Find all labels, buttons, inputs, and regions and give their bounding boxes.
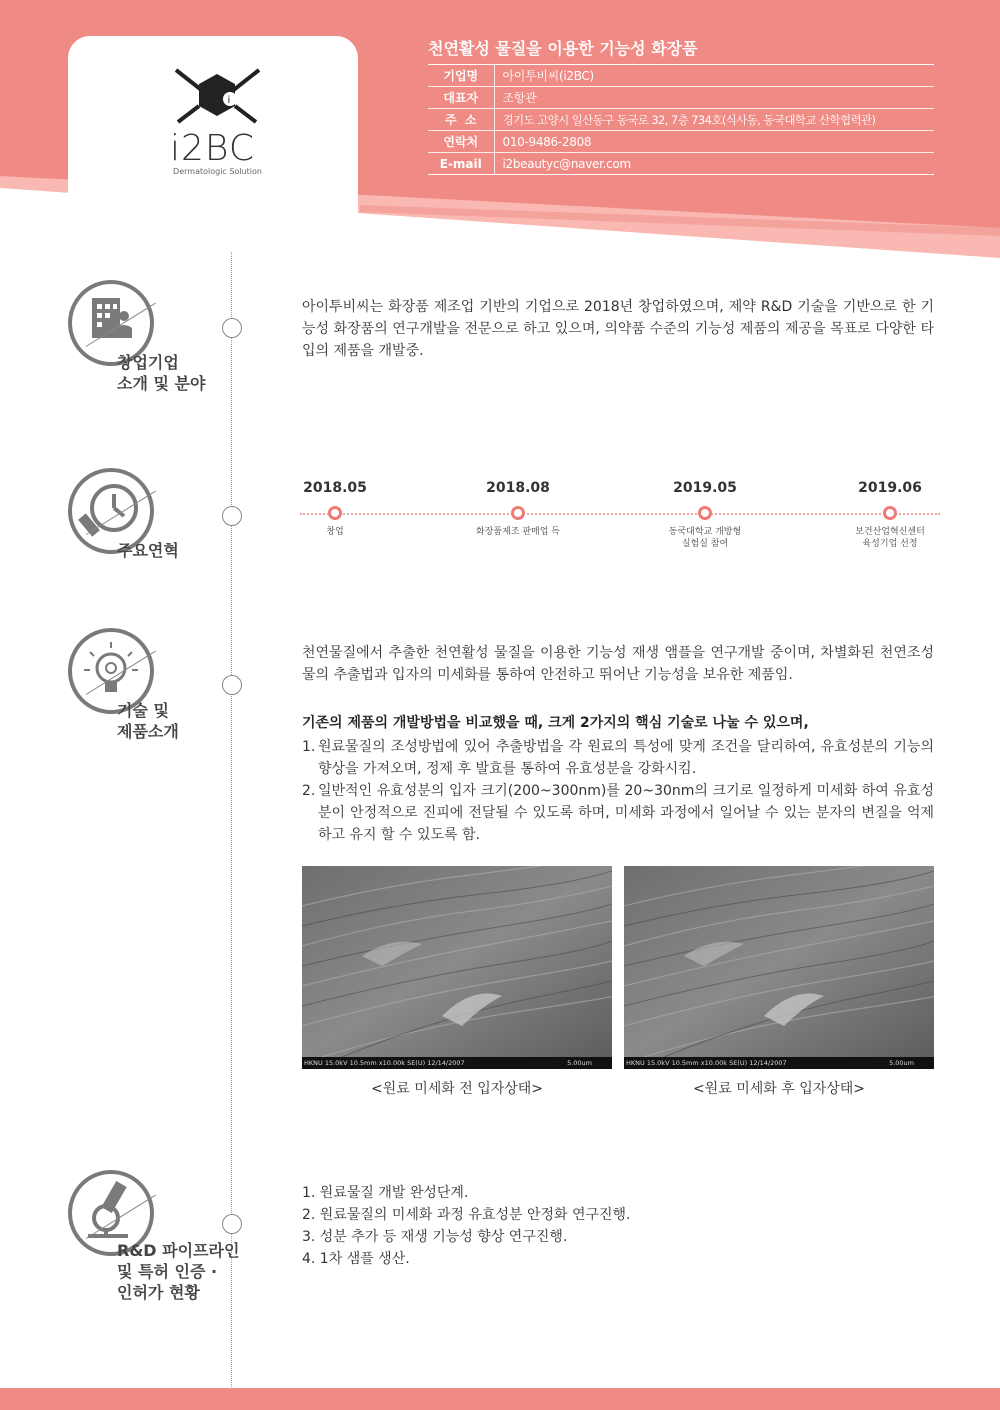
sem-info-text: HKNU 15.0kV 10.5mm x10.00k SE(U) 12/14/2007 bbox=[304, 1059, 465, 1067]
section-label-line: R&D 파이프라인 bbox=[117, 1241, 240, 1260]
list-text: 일반적인 유효성분의 입자 크기(200~300nm)를 20~30nm의 크기로 일정하게 미세화 하여 유효성분이 안정적으로 진피에 전달될 수 있도록 하며, 미세화 과정에서 일어날 수 있는 분자의 변질을 억제하고 유지 할 수 있도록 함. bbox=[318, 783, 934, 843]
timeline-node bbox=[222, 675, 242, 695]
tech-bold-heading: 기존의 제품의 개발방법을 비교했을 때, 크게 2가지의 핵심 기술로 나눌 수 있으며, bbox=[302, 715, 809, 731]
history-item bbox=[810, 480, 970, 550]
company-title: 천연활성 물질을 이용한 기능성 화장품 bbox=[428, 39, 698, 58]
intro-paragraph: 아이투비씨는 화장품 제조업 기반의 기업으로 2018년 창업하였으며, 제약 R&D 기술을 기반으로 한 기능성 화장품의 연구개발을 전문으로 하고 있으며, 의약품 수준의 기능성 제품의 제공을 목표로 다양한 타입의 제품을 개발중. bbox=[302, 299, 934, 359]
info-row-name bbox=[428, 65, 934, 87]
sem-image-before bbox=[302, 866, 612, 1069]
section-label-line: 및 특허 인증 · bbox=[117, 1262, 218, 1281]
section-label-tech bbox=[117, 700, 179, 742]
sem-info-bar bbox=[624, 1057, 934, 1069]
history-dot bbox=[511, 506, 525, 520]
history-dot bbox=[883, 506, 897, 520]
logo-subtitle: Dermatologic Solution bbox=[173, 167, 262, 176]
sem-caption-before: <원료 미세화 전 입자상태> bbox=[370, 1081, 544, 1097]
sem-scale-text: 5.00um bbox=[889, 1059, 914, 1067]
sem-info-bar bbox=[302, 1057, 612, 1069]
history-year: 2018.08 bbox=[486, 480, 550, 496]
history-item bbox=[438, 480, 598, 538]
list-item bbox=[302, 780, 934, 846]
company-info-table bbox=[428, 64, 934, 175]
section-label-line: 인허가 현황 bbox=[117, 1283, 200, 1302]
info-value[interactable]: i2beautyc@naver.com bbox=[494, 153, 934, 175]
history-timeline bbox=[300, 480, 940, 550]
info-key: 주 소 bbox=[428, 109, 494, 131]
footer-band bbox=[0, 1388, 1000, 1410]
history-year: 2018.05 bbox=[303, 480, 367, 496]
rnd-list bbox=[302, 1182, 934, 1270]
history-desc: 창업 bbox=[326, 527, 344, 537]
logo-wordmark: i2BC bbox=[170, 128, 255, 169]
section-label-line: 소개 및 분야 bbox=[117, 374, 206, 393]
list-number: 1. bbox=[302, 739, 316, 755]
list-number: 2. bbox=[302, 783, 316, 799]
list-item: 3. 성분 추가 등 재생 기능성 향상 연구진행. bbox=[302, 1229, 568, 1245]
timeline-node bbox=[222, 1214, 242, 1234]
sem-info-text: HKNU 15.0kV 10.5mm x10.00k SE(U) 12/14/2007 bbox=[626, 1059, 787, 1067]
section-label-line: 창업기업 bbox=[117, 353, 179, 372]
history-dot bbox=[698, 506, 712, 520]
history-desc: 동국대학교 개방형 실험실 참여 bbox=[668, 527, 742, 549]
list-item: 4. 1차 샘플 생산. bbox=[302, 1251, 410, 1267]
timeline-node bbox=[222, 318, 242, 338]
sem-image-after bbox=[624, 866, 934, 1069]
sem-texture bbox=[624, 866, 934, 1057]
history-desc: 보건산업혁신센터 육성기업 선정 bbox=[855, 527, 925, 549]
history-dot bbox=[328, 506, 342, 520]
section-label-line: 기술 및 bbox=[117, 701, 169, 720]
history-year: 2019.05 bbox=[673, 480, 737, 496]
info-row-email bbox=[428, 153, 934, 175]
info-value: 경기도 고양시 일산동구 동국로 32, 7층 734호(식사동, 동국대학교 산학협력관) bbox=[494, 109, 934, 131]
info-value: 010-9486-2808 bbox=[494, 131, 934, 153]
history-item bbox=[255, 480, 415, 538]
info-row-ceo bbox=[428, 87, 934, 109]
list-text: 원료물질의 조성방법에 있어 추출방법을 각 원료의 특성에 맞게 조건을 달리하여, 유효성분의 기능의 향상을 가져오며, 정제 후 발효를 통하여 유효성분을 강화시킴. bbox=[318, 739, 934, 777]
list-item: 2. 원료물질의 미세화 과정 유효성분 안정화 연구진행. bbox=[302, 1207, 631, 1223]
history-desc: 화장품제조 판매업 득 bbox=[476, 527, 560, 537]
section-label-line: 제품소개 bbox=[117, 722, 179, 741]
sem-scale-text: 5.00um bbox=[567, 1059, 592, 1067]
info-key: 대표자 bbox=[428, 87, 494, 109]
info-key: E-mail bbox=[428, 153, 494, 175]
info-value: 조항관 bbox=[494, 87, 934, 109]
info-value: 아이투비씨(i2BC) bbox=[494, 65, 934, 87]
history-item bbox=[625, 480, 785, 550]
timeline-node bbox=[222, 506, 242, 526]
svg-text:i: i bbox=[227, 95, 231, 106]
tech-list bbox=[302, 736, 934, 846]
history-year: 2019.06 bbox=[858, 480, 922, 496]
info-row-phone bbox=[428, 131, 934, 153]
sem-caption-after: <원료 미세화 후 입자상태> bbox=[692, 1081, 866, 1097]
info-key: 기업명 bbox=[428, 65, 494, 87]
section-label-rnd bbox=[117, 1240, 239, 1303]
sem-texture bbox=[302, 866, 612, 1057]
info-row-address bbox=[428, 109, 934, 131]
info-key: 연락처 bbox=[428, 131, 494, 153]
list-item: 1. 원료물질 개발 완성단계. bbox=[302, 1185, 469, 1201]
section-label-intro bbox=[117, 352, 205, 394]
i2bc-logo-icon bbox=[170, 66, 265, 126]
section-label-history: 주요연혁 bbox=[117, 541, 179, 560]
tech-paragraph: 천연물질에서 추출한 천연활성 물질을 이용한 기능성 재생 앰플을 연구개발 중이며, 차별화된 천연조성물의 추출법과 입자의 미세화를 통하여 안전하고 뛰어난 기능성을 보유한 제품임. bbox=[302, 645, 934, 683]
list-item bbox=[302, 736, 934, 780]
